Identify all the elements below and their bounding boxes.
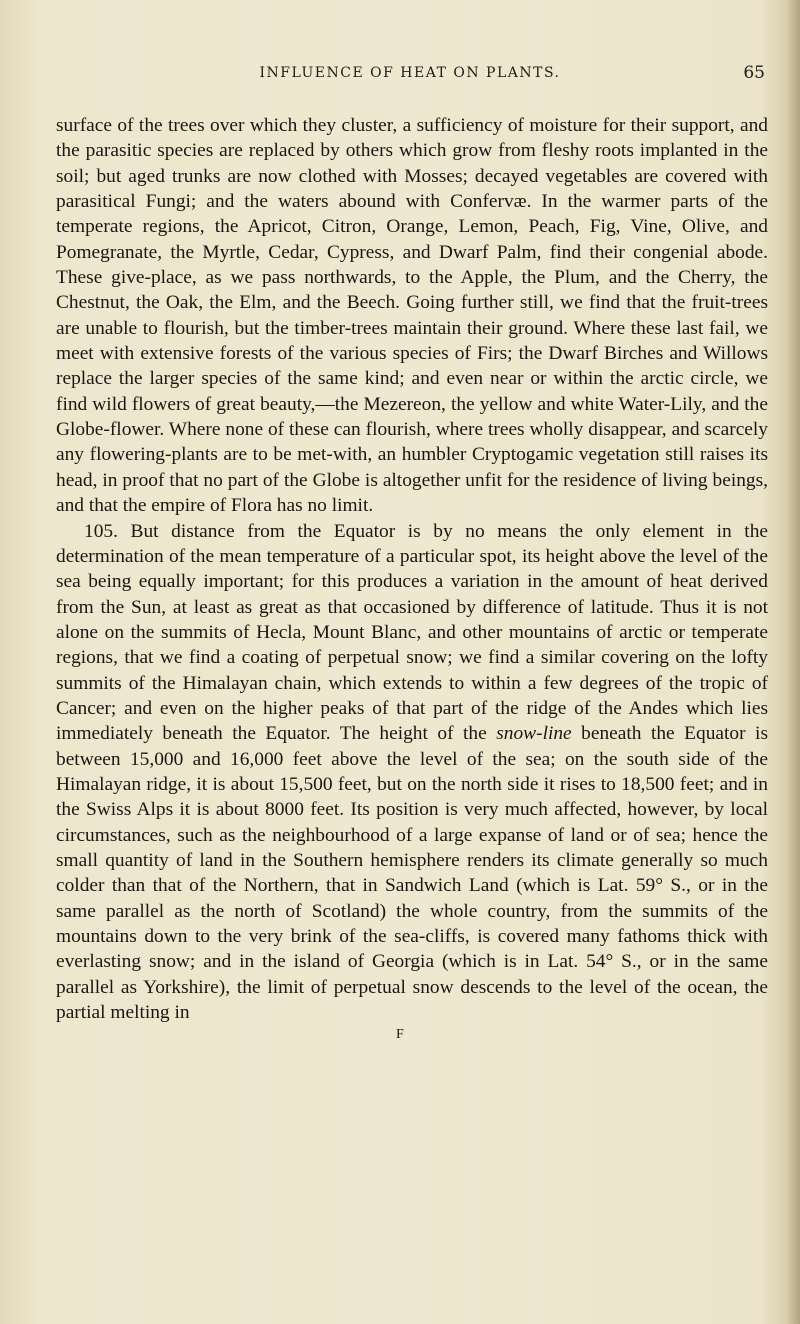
paragraph-2 bbox=[56, 519, 768, 1026]
text-run: surface of the trees over which they cluster, a sufficiency of moisture for their support, and the parasitic species are replaced by others which grow from fleshy roots implanted in the soil; but aged trunks are now clothed with Mosses; decayed vegetables are covered with parasitical Fungi; and the waters abound with Confervæ. In the warmer parts of the temperate regions, the Apricot, Citron, Orange, Lemon, Peach, Fig, Vine, Olive, and Pomegranate, the Myrtle, Cedar, Cypress, and Dwarf Palm, find their congenial abode. These give-place, as we pass northwards, to the Apple, the Plum, and the Cherry, the Chestnut, the Oak, the Elm, and the Beech. Going further still, we find that the fruit-trees are unable to flourish, but the timber-trees maintain their ground. Where these last fail, we meet with extensive forests of the various species of Firs; the Dwarf Birches and Willows replace the larger species of the same kind; and even near or within the arctic circle, we find wild flowers of great beauty,—the Mezereon, the yellow and white Water-Lily, and the Globe-flower. Where none of these can flourish, where trees wholly disappear, and scarcely any flowering-plants are to be met-with, an humbler Cryptogamic vegetation still raises its head, in proof that no part of the Globe is altogether unfit for the residence of living beings, and that the empire of Flora has no limit. bbox=[56, 115, 768, 517]
binding-shadow bbox=[786, 0, 800, 1324]
paragraph-1 bbox=[56, 113, 768, 519]
text-run: beneath the Equator is between 15,000 and 16,000 feet above the level of the sea; on the south side of the Himalayan ridge, it is about 15,500 feet, but on the north side it rises to 18,500 feet; and in the Swiss Alps it is about 8000 feet. Its position is very much affected, however, by local circumstances, such as the neighbourhood of a large expanse of land or of sea; hence the small quantity of land in the Southern hemisphere renders its climate generally so much colder than that of the Northern, that in Sandwich Land (which is Lat. 59° S., or in the same parallel as the north of Scotland) the whole country, from the summits of the mountains down to the very brink of the sea-cliffs, is covered many fathoms thick with everlasting snow; and in the island of Georgia (which is in Lat. 54° S., or in the same parallel as Yorkshire), the limit of perpetual snow descends to the level of the ocean, the partial melting in bbox=[56, 723, 768, 1024]
running-title: INFLUENCE OF HEAT ON PLANTS. bbox=[259, 65, 561, 81]
text-run: 105. But distance from the Equator is by no means the only element in the determination of the mean temperature of a particular spot, its height above the level of the sea being equally important; for this produces a variation in the amount of heat derived from the Sun, at least as great as that occasioned by difference of latitude. Thus it is not alone on the summits of Hecla, Mount Blanc, and other mountains of arctic or temperate regions, that we find a coating of perpetual snow; we find a similar covering on the lofty summits of the Himalayan chain, which extends to within a few degrees of the tropic of Cancer; and even on the higher peaks of that part of the ridge of the Andes which lies immediately beneath the Equator. The height of the bbox=[56, 520, 768, 745]
italic-term: snow-line bbox=[496, 723, 572, 745]
signature-mark: F bbox=[396, 1027, 404, 1043]
page-header bbox=[55, 63, 765, 85]
page-number: 65 bbox=[743, 63, 765, 83]
body-text bbox=[56, 113, 768, 1025]
